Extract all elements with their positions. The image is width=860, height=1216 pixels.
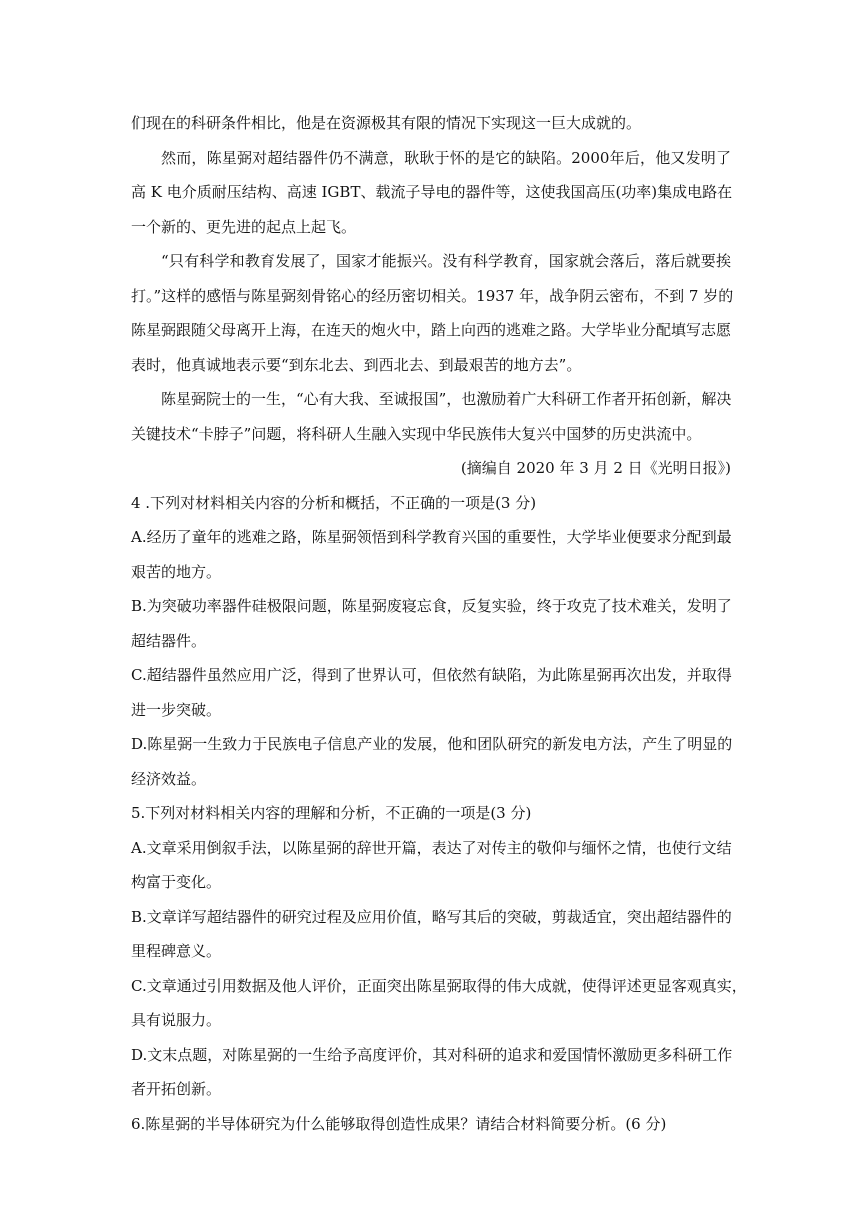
article-paragraph-1 [131, 106, 731, 141]
text-line: A.经历了童年的逃难之路，陈星弼领悟到科学教育兴国的重要性，大学毕业便要求分配到最 [131, 528, 732, 546]
text-line: 们现在的科研条件相比，他是在资源极其有限的情况下实现这一巨大成就的。 [131, 114, 642, 132]
text-line: 表时，他真诚地表示要“到东北去、到西北去、到最艰苦的地方去”。 [131, 355, 582, 374]
question-4 [131, 486, 731, 797]
question-stem: 5.下列对材料相关内容的理解和分析，不正确的一项是(3 分) [131, 804, 532, 822]
option-b [131, 900, 731, 969]
text-line: 经济效益。 [131, 769, 207, 788]
text-line: 构富于变化。 [131, 873, 222, 891]
text-line: C.超结器件虽然应用广泛，得到了世界认可，但依然有缺陷，为此陈星弼再次出发，并取得 [131, 666, 732, 684]
text-line: 一个新的、更先进的起点上起飞。 [131, 217, 357, 236]
text-line: C.文章通过引用数据及他人评价，正面突出陈星弼取得的伟大成就，使得评述更显客观真实， [131, 976, 747, 995]
text-line: B.为突破功率器件硅极限问题，陈星弼废寝忘食，反复实验，终于攻克了技术难关，发明了 [131, 597, 732, 615]
text-line: B.文章详写超结器件的研究过程及应用价值，略写其后的突破，剪裁适宜，突出超结器件的 [131, 907, 732, 926]
text-line: 艰苦的地方。 [131, 562, 222, 581]
article-paragraph-2 [131, 141, 731, 245]
article-source: (摘编自 2020 年 3 月 2 日《光明日报》) [460, 459, 731, 477]
text-line: 具有说服力。 [131, 1011, 222, 1029]
text-line: 陈星弼跟随父母离开上海，在连天的炮火中，踏上向西的逃难之路。大学毕业分配填写志愿 [131, 321, 732, 339]
text-line: 者开拓创新。 [131, 1080, 222, 1098]
question-6 [131, 1107, 731, 1142]
text-line: 里程碑意义。 [131, 942, 222, 960]
text-line: 打。”这样的感悟与陈星弼刻骨铭心的经历密切相关。1937 年，战争阴云密布，不到 7 岁的 [131, 286, 734, 305]
text-line: 陈星弼院士的一生，“心有大我、至诚报国”，也激励着广大科研工作者开拓创新，解决 [161, 390, 732, 408]
text-line: D.陈星弼一生致力于民族电子信息产业的发展，他和团队研究的新发电方法，产生了明显的 [131, 735, 733, 753]
question-stem: 4 .下列对材料相关内容的分析和概括，不正确的一项是(3 分) [131, 493, 537, 512]
option-a [131, 831, 731, 900]
text-line: D.文末点题，对陈星弼的一生给予高度评价，其对科研的追求和爱国情怀激励更多科研工作 [131, 1045, 733, 1064]
option-c [131, 969, 747, 1038]
text-line: 高 K 电介质耐压结构、高速 IGBT、载流子导电的器件等，这使我国高压(功率)集成电路在 [131, 183, 733, 201]
text-line: 关键技术“卡脖子”问题，将科研人生融入实现中华民族伟大复兴中国梦的历史洪流中。 [131, 424, 702, 443]
article-paragraph-4 [131, 382, 731, 451]
text-line: A.文章采用倒叙手法，以陈星弼的辞世开篇，表达了对传主的敬仰与缅怀之情，也使行文结 [131, 838, 732, 857]
text-line: “只有科学和教育发展了，国家才能振兴。没有科学教育，国家就会落后，落后就要挨 [161, 252, 731, 270]
text-line: 然而，陈星弼对超结器件仍不满意，耿耿于怀的是它的缺陷。2000年后，他又发明了 [161, 148, 731, 167]
article-paragraph-3 [131, 244, 734, 382]
option-a [131, 520, 731, 589]
question-5 [131, 796, 747, 1107]
text-line: 进一步突破。 [131, 700, 222, 719]
option-d [131, 727, 731, 796]
document-body [131, 106, 747, 1141]
text-line: 超结器件。 [131, 631, 207, 650]
option-d [131, 1038, 731, 1107]
option-b [131, 589, 731, 658]
question-stem: 6.陈星弼的半导体研究为什么能够取得创造性成果？请结合材料简要分析。(6 分) [131, 1114, 667, 1133]
option-c [131, 658, 731, 727]
